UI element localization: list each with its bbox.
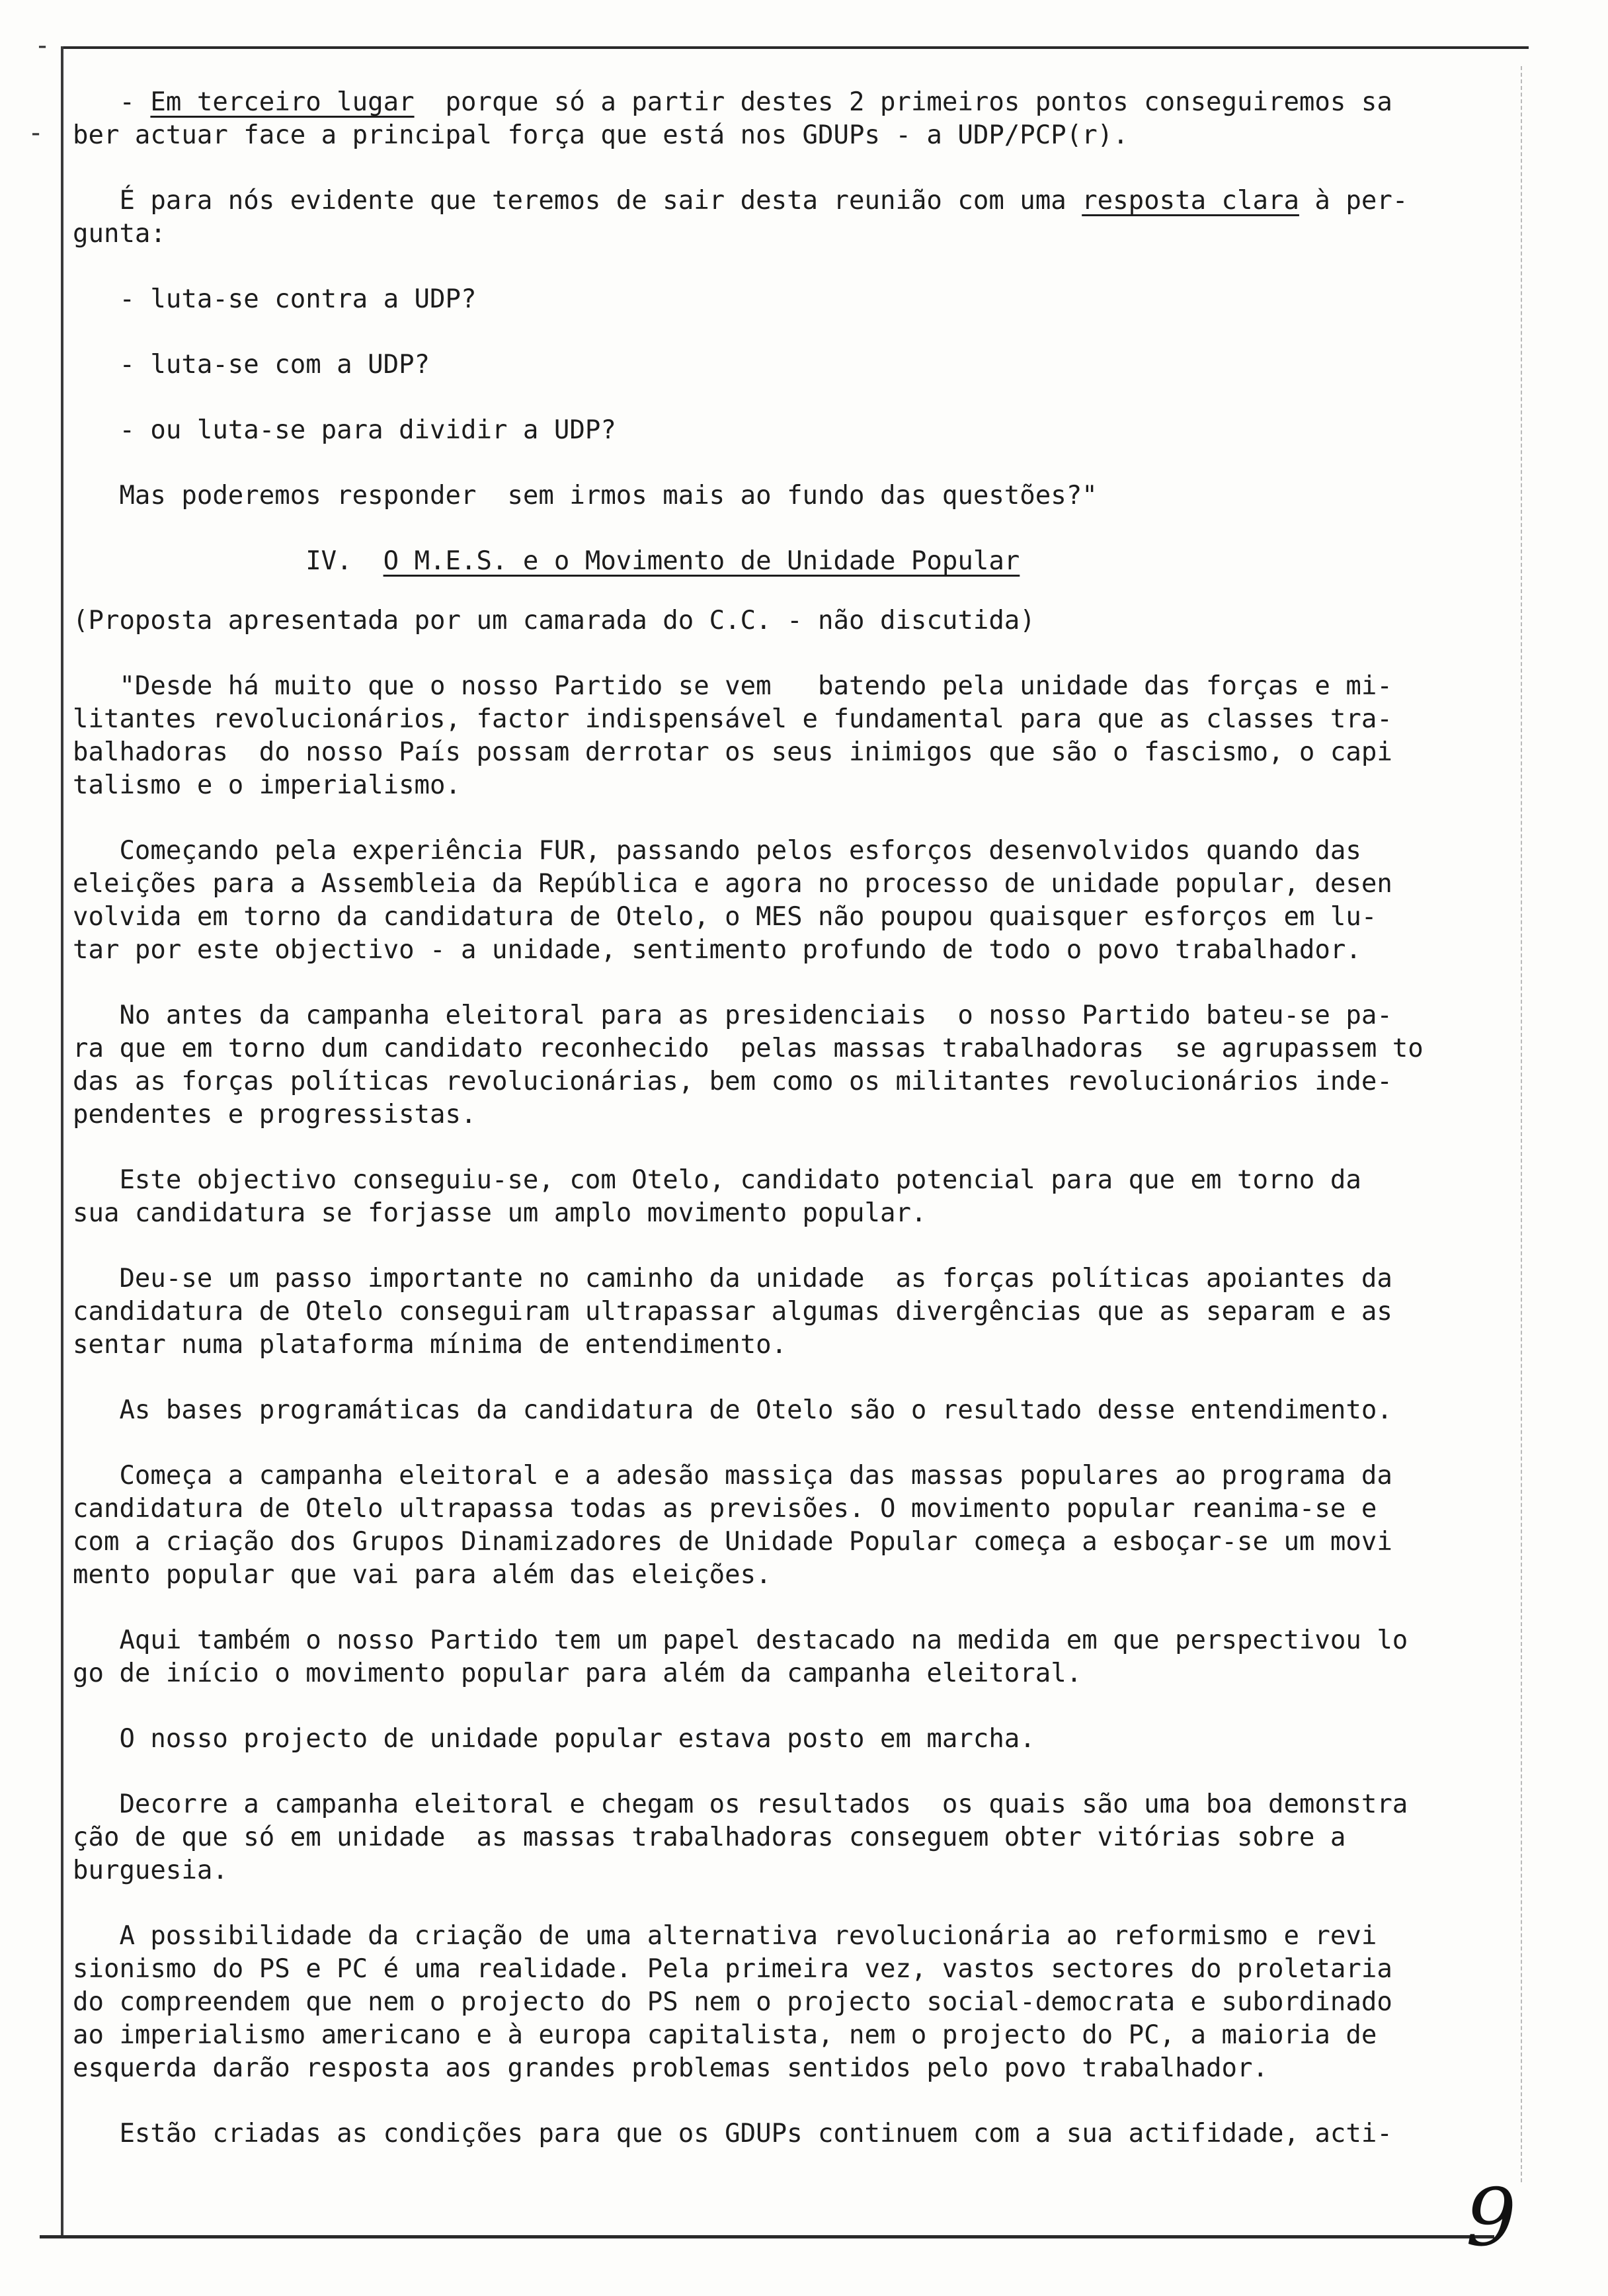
text-line <box>73 86 1494 119</box>
text-segment: sua candidatura se forjasse um amplo movimento popular. <box>73 1198 927 1228</box>
text-segment: No antes da campanha eleitoral para as presidenciais o nosso Partido bateu-se pa- <box>73 1001 1392 1030</box>
text-line <box>73 835 1494 868</box>
text-line <box>73 1065 1494 1098</box>
text-line <box>73 604 1494 637</box>
text-segment: - luta-se contra a UDP? <box>73 284 477 314</box>
text-line <box>73 1262 1494 1295</box>
frame-top-rule <box>61 46 1529 49</box>
paragraph <box>73 604 1494 637</box>
text-segment: Começando pela experiência FUR, passando pelos esforços desenvolvidos quando das <box>73 836 1361 866</box>
paragraph <box>73 670 1494 802</box>
text-segment: balhadoras do nosso País possam derrotar os seus inimigos que são o fascismo, o capi <box>73 737 1392 767</box>
text-segment: - <box>73 87 151 117</box>
text-line <box>73 1098 1494 1131</box>
paragraph <box>73 1920 1494 2085</box>
text-line <box>73 1624 1494 1657</box>
text-segment: litantes revolucionários, factor indispensável e fundamental para que as classes tra- <box>73 704 1392 734</box>
text-line <box>73 868 1494 901</box>
frame-bottom-rule <box>40 2235 1494 2238</box>
text-line <box>73 1920 1494 1953</box>
text-segment: Aqui também o nosso Partido tem um papel destacado na medida em que perspectivou lo <box>73 1625 1408 1655</box>
text-line <box>73 545 1494 578</box>
text-line <box>73 1953 1494 1986</box>
paragraph <box>73 835 1494 967</box>
text-line <box>73 1459 1494 1493</box>
text-segment: mento popular que vai para além das eleições. <box>73 1560 772 1590</box>
paragraph <box>73 1788 1494 1887</box>
text-line <box>73 1657 1494 1690</box>
text-line <box>73 2019 1494 2052</box>
text-line <box>73 1559 1494 1592</box>
paragraph <box>73 283 1494 316</box>
text-segment: eleições para a Assembleia da República e agora no processo de unidade popular, desen <box>73 869 1392 899</box>
text-segment: go de início o movimento popular para além da campanha eleitoral. <box>73 1659 1082 1688</box>
text-segment: As bases programáticas da candidatura de Otelo são o resultado desse entendimento. <box>73 1395 1392 1425</box>
frame-right-edge <box>1521 66 1522 2182</box>
page-number: 9 <box>1465 2172 1517 2264</box>
text-segment: Mas poderemos responder sem irmos mais ao fundo das questões?" <box>73 481 1098 511</box>
text-segment: candidatura de Otelo conseguiram ultrapassar algumas divergências que as separam e as <box>73 1297 1392 1327</box>
text-line <box>73 999 1494 1032</box>
text-line <box>73 1295 1494 1329</box>
text-line <box>73 2052 1494 2085</box>
text-line <box>73 670 1494 703</box>
text-line <box>73 283 1494 316</box>
text-line <box>73 1788 1494 1821</box>
text-line <box>73 1197 1494 1230</box>
paragraph <box>73 1723 1494 1756</box>
paragraph <box>73 1459 1494 1592</box>
text-segment: pendentes e progressistas. <box>73 1100 477 1129</box>
paragraph <box>73 414 1494 447</box>
text-segment: candidatura de Otelo ultrapassa todas as previsões. O movimento popular reanima-se e <box>73 1494 1377 1524</box>
text-segment: Decorre a campanha eleitoral e chegam os resultados os quais são uma boa demonstra <box>73 1789 1408 1819</box>
margin-mark-top: - <box>34 30 51 61</box>
text-segment: Este objectivo conseguiu-se, com Otelo, candidato potencial para que em torno da <box>73 1165 1361 1195</box>
text-line <box>73 736 1494 769</box>
text-segment: do compreendem que nem o projecto do PS nem o projecto social-democrata e subordinado <box>73 1987 1392 2017</box>
text-line <box>73 703 1494 736</box>
text-line <box>73 184 1494 218</box>
text-segment: "Desde há muito que o nosso Partido se vem batendo pela unidade das forças e mi- <box>73 671 1392 701</box>
paragraph <box>73 86 1494 152</box>
text-segment: ra que em torno dum candidato reconhecido pelas massas trabalhadoras se agrupassem to <box>73 1034 1424 1063</box>
text-line <box>73 769 1494 802</box>
paragraph <box>73 999 1494 1131</box>
document-body <box>73 86 1494 2183</box>
text-segment: IV. <box>73 546 383 576</box>
text-segment: burguesia. <box>73 1856 228 1885</box>
text-segment: Começa a campanha eleitoral e a adesão massiça das massas populares ao programa da <box>73 1461 1392 1491</box>
text-line <box>73 2117 1494 2151</box>
text-line <box>73 218 1494 251</box>
underlined-text: O M.E.S. e o Movimento de Unidade Popular <box>383 546 1020 576</box>
text-segment: A possibilidade da criação de uma alternativa revolucionária ao reformismo e revi <box>73 1921 1377 1951</box>
text-line <box>73 348 1494 382</box>
text-segment: talismo e o imperialismo. <box>73 770 461 800</box>
text-segment: tar por este objectivo - a unidade, sentimento profundo de todo o povo trabalhador. <box>73 935 1361 965</box>
underlined-text: resposta clara <box>1082 186 1299 216</box>
paragraph <box>73 1262 1494 1362</box>
text-segment: volvida em torno da candidatura de Otelo, o MES não poupou quaisquer esforços em lu- <box>73 902 1377 932</box>
text-segment: à per- <box>1299 186 1408 216</box>
text-segment: sionismo do PS e PC é uma realidade. Pela primeira vez, vastos sectores do proletaria <box>73 1954 1392 1984</box>
paragraph <box>73 184 1494 251</box>
text-segment: com a criação dos Grupos Dinamizadores de Unidade Popular começa a esboçar-se um movi <box>73 1527 1392 1557</box>
paragraph <box>73 1624 1494 1690</box>
text-segment: - luta-se com a UDP? <box>73 350 430 380</box>
text-line <box>73 119 1494 152</box>
paragraph <box>73 348 1494 382</box>
text-segment: Deu-se um passo importante no caminho da unidade as forças políticas apoiantes da <box>73 1264 1392 1293</box>
text-segment: O nosso projecto de unidade popular estava posto em marcha. <box>73 1724 1035 1754</box>
underlined-text: Em terceiro lugar <box>150 87 415 117</box>
text-segment: - ou luta-se para dividir a UDP? <box>73 415 616 445</box>
text-segment: esquerda darão resposta aos grandes problemas sentidos pelo povo trabalhador. <box>73 2053 1268 2083</box>
paragraph <box>73 1164 1494 1230</box>
text-line <box>73 1723 1494 1756</box>
paragraph <box>73 1394 1494 1427</box>
text-line <box>73 1854 1494 1887</box>
text-segment: (Proposta apresentada por um camarada do C.C. - não discutida) <box>73 606 1035 636</box>
text-line <box>73 479 1494 512</box>
text-segment: Estão criadas as condições para que os GDUPs continuem com a sua actifidade, acti- <box>73 2119 1392 2149</box>
paragraph <box>73 2117 1494 2151</box>
text-line <box>73 1493 1494 1526</box>
text-segment: É para nós evidente que teremos de sair desta reunião com uma <box>73 186 1082 216</box>
text-segment: ao imperialismo americano e à europa capitalista, nem o projecto do PC, a maioria de <box>73 2020 1377 2050</box>
text-segment: ção de que só em unidade as massas trabalhadoras conseguem obter vitórias sobre a <box>73 1823 1346 1852</box>
text-line <box>73 1526 1494 1559</box>
text-segment: gunta: <box>73 219 166 249</box>
text-line <box>73 414 1494 447</box>
text-segment: sentar numa plataforma mínima de entendimento. <box>73 1330 787 1360</box>
text-line <box>73 1032 1494 1065</box>
text-line <box>73 901 1494 934</box>
text-line <box>73 1394 1494 1427</box>
margin-mark-left: - <box>28 118 44 148</box>
text-line <box>73 1821 1494 1854</box>
frame-left-rule <box>61 46 63 2235</box>
section-heading <box>73 545 1494 578</box>
text-line <box>73 934 1494 967</box>
text-line <box>73 1986 1494 2019</box>
text-segment: porque só a partir destes 2 primeiros pontos conseguiremos sa <box>414 87 1392 117</box>
text-line <box>73 1164 1494 1197</box>
text-line <box>73 1329 1494 1362</box>
paragraph <box>73 479 1494 512</box>
text-segment: ber actuar face a principal força que está nos GDUPs - a UDP/PCP(r). <box>73 120 1129 150</box>
text-segment: das as forças políticas revolucionárias, bem como os militantes revolucionários inde- <box>73 1067 1392 1096</box>
